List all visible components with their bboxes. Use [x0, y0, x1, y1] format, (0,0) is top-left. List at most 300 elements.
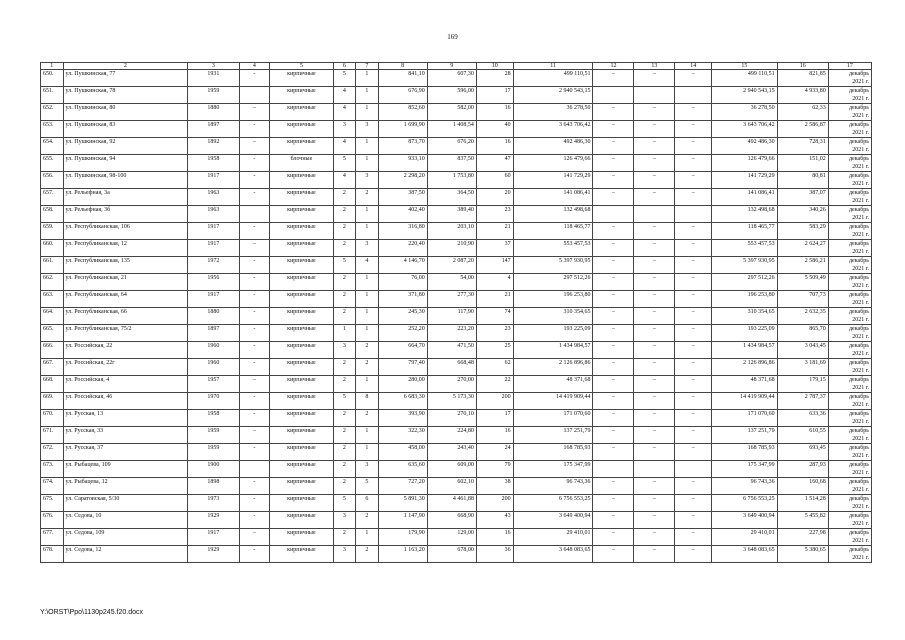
- cell-col-6: 2: [333, 529, 356, 546]
- table-row: [41, 478, 872, 495]
- cell-col-12: –: [593, 138, 634, 155]
- cell-col-2: ул. Республиканская, 66: [63, 308, 188, 325]
- cell-col-8: 220,40: [378, 240, 427, 257]
- table-row: [41, 427, 872, 444]
- cell-col-11: 141 086,41: [513, 189, 593, 206]
- cell-col-10: 79: [476, 461, 513, 478]
- cell-col-8: 873,70: [378, 138, 427, 155]
- cell-col-7: 2: [356, 546, 379, 563]
- cell-col-11: 196 253,80: [513, 291, 593, 308]
- cell-col-6: 2: [333, 206, 356, 223]
- cell-col-14: –: [675, 342, 712, 359]
- table-row: [41, 240, 872, 257]
- cell-col-4: -: [239, 274, 270, 291]
- cell-col-13: –: [634, 495, 675, 512]
- cell-col-16: 3 181,69: [777, 359, 828, 376]
- cell-col-6: 3: [333, 342, 356, 359]
- cell-col-2: ул. Республиканская, 64: [63, 291, 188, 308]
- cell-col-2: ул. Пушкинская, 77: [63, 70, 188, 87]
- cell-col-16: 5 380,65: [777, 546, 828, 563]
- cell-col-10: 16: [476, 427, 513, 444]
- cell-col-8: 4 146,70: [378, 257, 427, 274]
- cell-col-9: 270,00: [427, 376, 476, 393]
- cell-col-10: 38: [476, 478, 513, 495]
- deadline-year: 2021 г.: [852, 113, 869, 119]
- cell-col-16: 583,29: [777, 223, 828, 240]
- cell-col-13: –: [634, 393, 675, 410]
- table-row: [41, 121, 872, 138]
- cell-col-7: 2: [356, 359, 379, 376]
- cell-col-3: 1959: [188, 444, 239, 461]
- cell-col-2: ул. Республиканская, 106: [63, 223, 188, 240]
- cell-col-10: 47: [476, 155, 513, 172]
- cell-col-16: 227,98: [777, 529, 828, 546]
- cell-col-11: 3 648 083,65: [513, 546, 593, 563]
- cell-col-6: 2: [333, 189, 356, 206]
- cell-col-10: 36: [476, 546, 513, 563]
- cell-col-17: [828, 546, 871, 563]
- cell-col-3: 1880: [188, 104, 239, 121]
- page-number: 169: [447, 33, 458, 41]
- cell-col-17: [828, 342, 871, 359]
- table-body: [41, 70, 872, 563]
- cell-col-11: 171 070,60: [513, 410, 593, 427]
- cell-col-10: 16: [476, 529, 513, 546]
- cell-col-14: –: [675, 495, 712, 512]
- cell-col-4: -: [239, 478, 270, 495]
- cell-col-2: ул. Русская, 13: [63, 410, 188, 427]
- cell-col-10: 23: [476, 206, 513, 223]
- cell-col-15: 3 649 400,94: [712, 512, 777, 529]
- deadline-year: 2021 г.: [852, 453, 869, 459]
- column-number-header: [41, 63, 872, 70]
- cell-col-3: 1898: [188, 478, 239, 495]
- cell-col-3: 1957: [188, 376, 239, 393]
- cell-col-12: –: [593, 121, 634, 138]
- cell-col-11: 310 354,65: [513, 308, 593, 325]
- deadline-year: 2021 г.: [852, 334, 869, 340]
- cell-col-12: –: [593, 427, 634, 444]
- cell-col-6: 2: [333, 410, 356, 427]
- cell-col-15: 36 278,50: [712, 104, 777, 121]
- cell-col-17: [828, 512, 871, 529]
- cell-col-7: 1: [356, 70, 379, 87]
- deadline-month: декабрь: [849, 530, 869, 536]
- table-row: [41, 274, 872, 291]
- cell-col-17: [828, 410, 871, 427]
- deadline-month: декабрь: [849, 411, 869, 417]
- cell-col-5: кирпичные: [270, 206, 333, 223]
- cell-col-16: 62,33: [777, 104, 828, 121]
- footer-file-path: Y:\ORST\Ppo\1130p245.f20.docx: [40, 609, 143, 616]
- cell-col-6: 4: [333, 172, 356, 189]
- cell-col-8: 245,30: [378, 308, 427, 325]
- cell-col-6: 3: [333, 121, 356, 138]
- cell-col-13: –: [634, 189, 675, 206]
- housing-register-table: [40, 62, 872, 563]
- deadline-year: 2021 г.: [852, 79, 869, 85]
- cell-col-15: 14 419 909,44: [712, 393, 777, 410]
- deadline-month: декабрь: [849, 428, 869, 434]
- cell-col-6: 2: [333, 308, 356, 325]
- cell-col-4: -: [239, 325, 270, 342]
- cell-col-3: 1897: [188, 121, 239, 138]
- deadline-month: декабрь: [849, 377, 869, 383]
- cell-col-2: ул. Пушкинская, 94: [63, 155, 188, 172]
- deadline-year: 2021 г.: [852, 283, 869, 289]
- cell-col-2: ул. Пушкинская, 98-100: [63, 172, 188, 189]
- cell-col-1: 672.: [41, 444, 64, 461]
- cell-col-7: 1: [356, 308, 379, 325]
- deadline-month: декабрь: [849, 394, 869, 400]
- deadline-year: 2021 г.: [852, 198, 869, 204]
- cell-col-3: 1970: [188, 393, 239, 410]
- cell-col-6: 5: [333, 257, 356, 274]
- cell-col-8: 933,10: [378, 155, 427, 172]
- cell-col-10: 16: [476, 104, 513, 121]
- cell-col-14: [675, 87, 712, 104]
- column-number-5: 5: [270, 63, 333, 70]
- table-row: [41, 291, 872, 308]
- cell-col-4: -: [239, 342, 270, 359]
- cell-col-10: 62: [476, 359, 513, 376]
- cell-col-17: [828, 393, 871, 410]
- cell-col-11: 175 347,99: [513, 461, 593, 478]
- cell-col-2: ул. Республиканская, 135: [63, 257, 188, 274]
- cell-col-7: 1: [356, 325, 379, 342]
- cell-col-3: 1917: [188, 172, 239, 189]
- cell-col-9: 607,30: [427, 70, 476, 87]
- cell-col-7: 5: [356, 478, 379, 495]
- cell-col-4: –: [239, 427, 270, 444]
- cell-col-7: 1: [356, 87, 379, 104]
- cell-col-16: 4 933,80: [777, 87, 828, 104]
- cell-col-6: 2: [333, 478, 356, 495]
- deadline-month: декабрь: [849, 105, 869, 111]
- cell-col-10: 37: [476, 240, 513, 257]
- table-row: [41, 223, 872, 240]
- cell-col-5: кирпичные: [270, 478, 333, 495]
- cell-col-7: 3: [356, 240, 379, 257]
- cell-col-16: 2 624,27: [777, 240, 828, 257]
- deadline-month: декабрь: [849, 275, 869, 281]
- cell-col-9: 676,20: [427, 138, 476, 155]
- table-row: [41, 172, 872, 189]
- cell-col-16: 1 514,28: [777, 495, 828, 512]
- cell-col-9: 117,90: [427, 308, 476, 325]
- cell-col-12: –: [593, 478, 634, 495]
- cell-col-3: 1900: [188, 461, 239, 478]
- cell-col-11: 141 729,29: [513, 172, 593, 189]
- cell-col-15: 492 486,30: [712, 138, 777, 155]
- cell-col-7: 1: [356, 138, 379, 155]
- cell-col-17: [828, 359, 871, 376]
- cell-col-7: 1: [356, 529, 379, 546]
- deadline-month: декабрь: [849, 326, 869, 332]
- cell-col-13: –: [634, 104, 675, 121]
- cell-col-1: 659.: [41, 223, 64, 240]
- cell-col-10: 16: [476, 138, 513, 155]
- cell-col-12: –: [593, 546, 634, 563]
- cell-col-8: 393,90: [378, 410, 427, 427]
- cell-col-14: –: [675, 529, 712, 546]
- deadline-month: декабрь: [849, 462, 869, 468]
- cell-col-4: [239, 206, 270, 223]
- cell-col-12: –: [593, 223, 634, 240]
- cell-col-9: 270,10: [427, 410, 476, 427]
- table-row: [41, 189, 872, 206]
- cell-col-8: 852,60: [378, 104, 427, 121]
- cell-col-15: 141 086,41: [712, 189, 777, 206]
- cell-col-2: ул. Русская, 37: [63, 444, 188, 461]
- table-row: [41, 308, 872, 325]
- cell-col-2: ул. Пушкинская, 80: [63, 104, 188, 121]
- cell-col-12: –: [593, 70, 634, 87]
- deadline-year: 2021 г.: [852, 538, 869, 544]
- cell-col-2: ул. Пушкинская, 83: [63, 121, 188, 138]
- table-row: [41, 495, 872, 512]
- cell-col-6: 4: [333, 104, 356, 121]
- cell-col-3: 1917: [188, 529, 239, 546]
- deadline-year: 2021 г.: [852, 181, 869, 187]
- cell-col-10: 28: [476, 70, 513, 87]
- deadline-month: декабрь: [849, 156, 869, 162]
- cell-col-15: 171 070,60: [712, 410, 777, 427]
- cell-col-1: 658.: [41, 206, 64, 223]
- cell-col-5: кирпичные: [270, 308, 333, 325]
- table-row: [41, 257, 872, 274]
- cell-col-12: –: [593, 529, 634, 546]
- table-row: [41, 529, 872, 546]
- table-row: [41, 206, 872, 223]
- cell-col-11: 2 126 896,86: [513, 359, 593, 376]
- cell-col-4: [239, 87, 270, 104]
- column-number-17: 17: [828, 63, 871, 70]
- cell-col-16: 2 586,87: [777, 121, 828, 138]
- cell-col-8: 322,30: [378, 427, 427, 444]
- cell-col-17: [828, 291, 871, 308]
- cell-col-3: 1959: [188, 87, 239, 104]
- cell-col-5: кирпичные: [270, 427, 333, 444]
- cell-col-1: 651.: [41, 87, 64, 104]
- cell-col-13: –: [634, 308, 675, 325]
- cell-col-6: 2: [333, 240, 356, 257]
- column-number-12: 12: [593, 63, 634, 70]
- cell-col-5: кирпичные: [270, 274, 333, 291]
- cell-col-5: кирпичные: [270, 138, 333, 155]
- table-row: [41, 70, 872, 87]
- cell-col-13: –: [634, 444, 675, 461]
- cell-col-1: 650.: [41, 70, 64, 87]
- cell-col-9: 210,90: [427, 240, 476, 257]
- cell-col-9: 668,48: [427, 359, 476, 376]
- cell-col-13: [634, 87, 675, 104]
- cell-col-9: 602,10: [427, 478, 476, 495]
- cell-col-11: 6 756 553,25: [513, 495, 593, 512]
- cell-col-14: –: [675, 308, 712, 325]
- cell-col-2: ул. Российская, 22г: [63, 359, 188, 376]
- cell-col-1: 655.: [41, 155, 64, 172]
- cell-col-7: 3: [356, 172, 379, 189]
- cell-col-11: 3 649 400,94: [513, 512, 593, 529]
- cell-col-1: 657.: [41, 189, 64, 206]
- cell-col-4: –: [239, 138, 270, 155]
- cell-col-7: 6: [356, 495, 379, 512]
- deadline-year: 2021 г.: [852, 436, 869, 442]
- header-row: [41, 63, 872, 70]
- cell-col-12: –: [593, 376, 634, 393]
- deadline-year: 2021 г.: [852, 164, 869, 170]
- cell-col-15: 132 498,68: [712, 206, 777, 223]
- cell-col-16: 728,31: [777, 138, 828, 155]
- cell-col-10: 200: [476, 393, 513, 410]
- cell-col-9: 4 461,88: [427, 495, 476, 512]
- cell-col-12: [593, 461, 634, 478]
- cell-col-16: 865,70: [777, 325, 828, 342]
- cell-col-16: 693,45: [777, 444, 828, 461]
- cell-col-17: [828, 240, 871, 257]
- cell-col-11: 499 110,51: [513, 70, 593, 87]
- cell-col-6: 1: [333, 325, 356, 342]
- cell-col-14: [675, 461, 712, 478]
- cell-col-4: -: [239, 172, 270, 189]
- cell-col-9: 609,00: [427, 461, 476, 478]
- cell-col-7: 2: [356, 410, 379, 427]
- cell-col-16: 151,02: [777, 155, 828, 172]
- table-row: [41, 138, 872, 155]
- cell-col-17: [828, 70, 871, 87]
- cell-col-8: 841,10: [378, 70, 427, 87]
- cell-col-1: 669.: [41, 393, 64, 410]
- cell-col-1: 671.: [41, 427, 64, 444]
- cell-col-12: –: [593, 257, 634, 274]
- cell-col-3: 1958: [188, 155, 239, 172]
- cell-col-11: 168 785,93: [513, 444, 593, 461]
- cell-col-12: –: [593, 325, 634, 342]
- cell-col-16: 2 787,37: [777, 393, 828, 410]
- cell-col-12: –: [593, 172, 634, 189]
- cell-col-2: ул. Рельефная, 3а: [63, 189, 188, 206]
- cell-col-13: –: [634, 240, 675, 257]
- cell-col-15: 6 756 553,25: [712, 495, 777, 512]
- cell-col-3: 1917: [188, 223, 239, 240]
- cell-col-15: 137 251,79: [712, 427, 777, 444]
- cell-col-14: –: [675, 325, 712, 342]
- cell-col-4: -: [239, 223, 270, 240]
- cell-col-13: –: [634, 223, 675, 240]
- cell-col-8: 727,20: [378, 478, 427, 495]
- cell-col-10: 25: [476, 342, 513, 359]
- cell-col-9: 678,00: [427, 546, 476, 563]
- cell-col-3: 1917: [188, 240, 239, 257]
- cell-col-2: ул. Рельефная, 3б: [63, 206, 188, 223]
- table-row: [41, 87, 872, 104]
- cell-col-7: 1: [356, 291, 379, 308]
- cell-col-13: –: [634, 427, 675, 444]
- cell-col-14: –: [675, 427, 712, 444]
- cell-col-17: [828, 427, 871, 444]
- cell-col-6: 2: [333, 223, 356, 240]
- column-number-6: 6: [333, 63, 356, 70]
- cell-col-17: [828, 274, 871, 291]
- deadline-year: 2021 г.: [852, 266, 869, 272]
- cell-col-2: ул. Республиканская, 21: [63, 274, 188, 291]
- table-row: [41, 342, 872, 359]
- cell-col-12: –: [593, 495, 634, 512]
- deadline-month: декабрь: [849, 513, 869, 519]
- cell-col-8: 1 699,90: [378, 121, 427, 138]
- deadline-month: декабрь: [849, 88, 869, 94]
- cell-col-6: 5: [333, 70, 356, 87]
- cell-col-5: блочные: [270, 155, 333, 172]
- cell-col-8: 797,40: [378, 359, 427, 376]
- cell-col-14: –: [675, 104, 712, 121]
- deadline-year: 2021 г.: [852, 96, 869, 102]
- cell-col-5: кирпичные: [270, 121, 333, 138]
- cell-col-5: кирпичные: [270, 376, 333, 393]
- cell-col-5: кирпичные: [270, 172, 333, 189]
- cell-col-13: –: [634, 325, 675, 342]
- cell-col-8: 664,70: [378, 342, 427, 359]
- cell-col-12: [593, 87, 634, 104]
- cell-col-1: 675.: [41, 495, 64, 512]
- cell-col-11: 3 643 706,42: [513, 121, 593, 138]
- deadline-month: декабрь: [849, 173, 869, 179]
- deadline-year: 2021 г.: [852, 385, 869, 391]
- cell-col-11: 126 479,66: [513, 155, 593, 172]
- cell-col-16: 287,93: [777, 461, 828, 478]
- cell-col-3: 1959: [188, 427, 239, 444]
- cell-col-14: –: [675, 257, 712, 274]
- table-row: [41, 546, 872, 563]
- cell-col-2: ул. Саратовская, 5/30: [63, 495, 188, 512]
- cell-col-1: 667.: [41, 359, 64, 376]
- column-number-11: 11: [513, 63, 593, 70]
- cell-col-17: [828, 121, 871, 138]
- cell-col-14: –: [675, 546, 712, 563]
- cell-col-7: 2: [356, 342, 379, 359]
- table-row: [41, 104, 872, 121]
- cell-col-12: –: [593, 308, 634, 325]
- cell-col-17: [828, 376, 871, 393]
- cell-col-14: –: [675, 172, 712, 189]
- cell-col-4: –: [239, 529, 270, 546]
- cell-col-14: –: [675, 155, 712, 172]
- column-number-2: 2: [63, 63, 188, 70]
- cell-col-11: 137 251,79: [513, 427, 593, 444]
- deadline-month: декабрь: [849, 190, 869, 196]
- column-number-7: 7: [356, 63, 379, 70]
- cell-col-14: –: [675, 189, 712, 206]
- cell-col-2: ул. Российская, 22: [63, 342, 188, 359]
- cell-col-15: 310 354,65: [712, 308, 777, 325]
- cell-col-10: 21: [476, 291, 513, 308]
- cell-col-4: -: [239, 308, 270, 325]
- cell-col-12: [593, 206, 634, 223]
- cell-col-17: [828, 172, 871, 189]
- cell-col-14: –: [675, 393, 712, 410]
- cell-col-17: [828, 444, 871, 461]
- cell-col-1: 660.: [41, 240, 64, 257]
- cell-col-4: -: [239, 257, 270, 274]
- cell-col-10: 43: [476, 512, 513, 529]
- cell-col-9: 277,30: [427, 291, 476, 308]
- cell-col-15: 297 512,26: [712, 274, 777, 291]
- cell-col-5: кирпичные: [270, 461, 333, 478]
- cell-col-5: кирпичные: [270, 189, 333, 206]
- cell-col-6: 5: [333, 393, 356, 410]
- cell-col-16: 707,73: [777, 291, 828, 308]
